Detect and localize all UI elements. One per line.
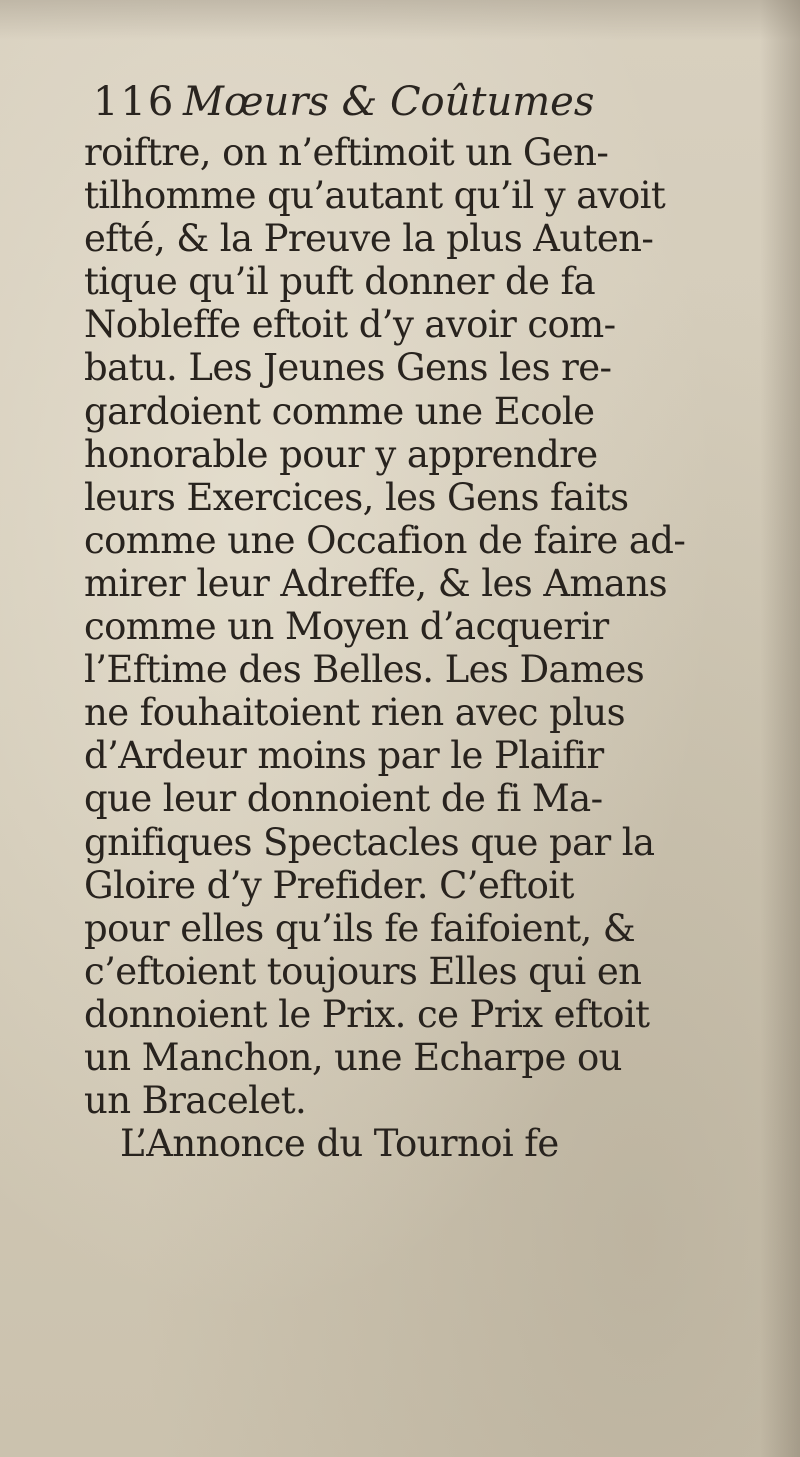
text-line: tilhomme qu’autant qu’il y avoit <box>84 174 666 218</box>
text-line: donnoient le Prix. ce Prix eftoit <box>84 992 650 1036</box>
text-line: comme un Moyen d’acquerir <box>84 605 609 649</box>
text-line: que leur donnoient de fi Ma- <box>84 777 603 821</box>
page-top-shadow <box>0 0 800 40</box>
body-text <box>84 131 784 1165</box>
text-line: mirer leur Adreffe, & les Amans <box>84 561 668 605</box>
running-title: Mœurs & Coûtumes <box>183 79 595 125</box>
text-line: leurs Exercices, les Gens faits <box>84 475 629 519</box>
text-line: l’Eftime des Belles. Les Dames <box>84 648 645 692</box>
text-line: honorable pour y apprendre <box>84 432 598 476</box>
text-line: un Bracelet. <box>84 1079 307 1123</box>
text-line: efté, & la Preuve la plus Auten- <box>84 217 654 261</box>
page-number: 116 <box>93 79 176 125</box>
text-line: comme une Occafion de faire ad- <box>84 518 686 562</box>
text-line: tique qu’il puft donner de fa <box>84 260 596 304</box>
text-line: Gloire d’y Prefider. C’eftoit <box>84 863 574 907</box>
text-line: Nobleffe eftoit d’y avoir com- <box>84 303 616 347</box>
text-line: roiftre, on n’eftimoit un Gen- <box>84 131 609 174</box>
text-line: ne fouhaitoient rien avec plus <box>84 691 626 735</box>
text-line: c’eftoient toujours Elles qui en <box>84 949 642 993</box>
text-line: batu. Les Jeunes Gens les re- <box>84 346 612 390</box>
text-line: pour elles qu’ils fe faifoient, & <box>84 906 636 950</box>
page-header <box>93 78 594 126</box>
text-line: gnifiques Spectacles que par la <box>84 820 655 864</box>
paragraph-start-line: L’Annonce du Tournoi fe <box>120 1122 559 1166</box>
text-line: gardoient comme une Ecole <box>84 389 595 433</box>
text-line: d’Ardeur moins par le Plaifir <box>84 734 604 778</box>
text-line: un Manchon, une Echarpe ou <box>84 1035 622 1079</box>
